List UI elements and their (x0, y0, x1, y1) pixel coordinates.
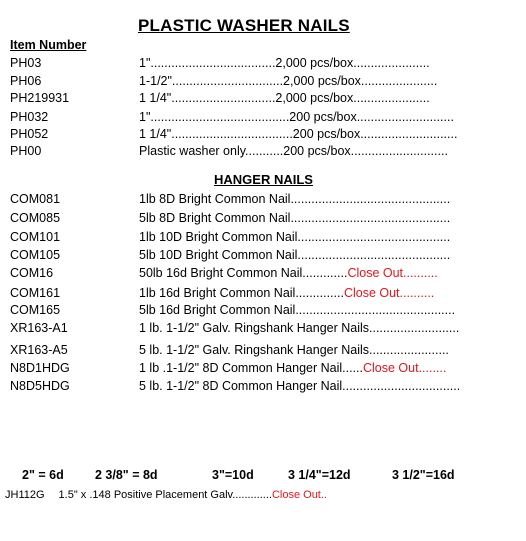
list-item (10, 360, 465, 377)
item-number-header: Item Number (10, 38, 87, 52)
list-item (10, 378, 465, 395)
item-description: 1 lb. 1-1/2" Galv. Ringshank Hanger Nails.......................... (139, 321, 460, 335)
item-code: PH052 (10, 127, 49, 141)
list-item (10, 109, 465, 126)
item-code: COM085 (10, 211, 61, 225)
close-out-note: Close Out.......... (347, 266, 438, 280)
size-conversion: 3 1/4"=12d (288, 468, 351, 482)
list-item (10, 90, 465, 107)
item-description: 1 lb .1-1/2" 8D Common Hanger Nail......Close Out........ (139, 361, 447, 375)
item-code: PH032 (10, 110, 49, 124)
close-out-note: Close Out.. (271, 489, 327, 501)
item-description: 1lb 8D Bright Common Nail.............................................. (139, 192, 451, 206)
list-item (10, 143, 465, 160)
item-code: COM161 (10, 286, 61, 300)
list-item (10, 320, 465, 337)
item-description: 5lb 10D Bright Common Nail............................................ (139, 248, 451, 262)
item-description: 1lb 10D Bright Common Nail............................................ (139, 230, 451, 244)
item-code: COM081 (10, 192, 61, 206)
hanger-nails-title: HANGER NAILS (214, 172, 313, 187)
item-description: 1"........................................200 pcs/box............................ (139, 110, 454, 124)
item-description: 50lb 16d Bright Common Nail.............Close Out.......... (139, 266, 438, 280)
item-description: 5lb 8D Bright Common Nail.............................................. (139, 211, 451, 225)
size-conversion: 2 3/8" = 8d (95, 468, 158, 482)
item-code: JH112G (5, 489, 45, 501)
item-code: XR163-A5 (10, 343, 68, 357)
page-title: PLASTIC WASHER NAILS (138, 16, 350, 35)
item-code: COM16 (10, 266, 54, 280)
list-item (10, 247, 465, 264)
item-code: PH219931 (10, 91, 70, 105)
close-out-note: Close Out........ (362, 361, 447, 375)
footer-item (5, 489, 327, 501)
size-conversion: 3 1/2"=16d (392, 468, 455, 482)
list-item (10, 265, 465, 282)
item-code: N8D5HDG (10, 379, 70, 393)
item-description: 1"....................................2,000 pcs/box...................... (139, 56, 430, 70)
list-item (10, 55, 465, 72)
item-description: 1-1/2"................................2,000 pcs/box...................... (139, 74, 438, 88)
list-item (10, 210, 465, 227)
item-code: PH06 (10, 74, 42, 88)
size-conversion: 2" = 6d (22, 468, 64, 482)
item-description: 1 1/4"...................................200 pcs/box............................ (139, 127, 458, 141)
item-code: XR163-A1 (10, 321, 68, 335)
list-item (10, 73, 465, 90)
item-description: 5lb 16d Bright Common Nail.............................................. (139, 303, 456, 317)
list-item (10, 342, 465, 359)
item-description: 5 lb. 1-1/2" 8D Common Hanger Nail.................................. (139, 379, 461, 393)
item-code: N8D1HDG (10, 361, 70, 375)
list-item (10, 126, 465, 143)
item-code: COM101 (10, 230, 61, 244)
list-item (10, 191, 465, 208)
list-item (10, 302, 465, 319)
size-conversion: 3"=10d (212, 468, 254, 482)
item-description: 1.5" x .148 Positive Placement Galv............. (58, 489, 272, 501)
item-description: 1 1/4"..............................2,000 pcs/box...................... (139, 91, 430, 105)
item-code: COM105 (10, 248, 61, 262)
item-code: PH03 (10, 56, 42, 70)
item-description: 5 lb. 1-1/2" Galv. Ringshank Hanger Nails....................... (139, 343, 449, 357)
item-code: COM165 (10, 303, 61, 317)
list-item (10, 229, 465, 246)
item-description: Plastic washer only...........200 pcs/box............................ (139, 144, 448, 158)
list-item (10, 285, 465, 302)
item-code: PH00 (10, 144, 42, 158)
item-description: 1lb 16d Bright Common Nail..............Close Out.......... (139, 286, 435, 300)
close-out-note: Close Out.......... (343, 286, 435, 300)
